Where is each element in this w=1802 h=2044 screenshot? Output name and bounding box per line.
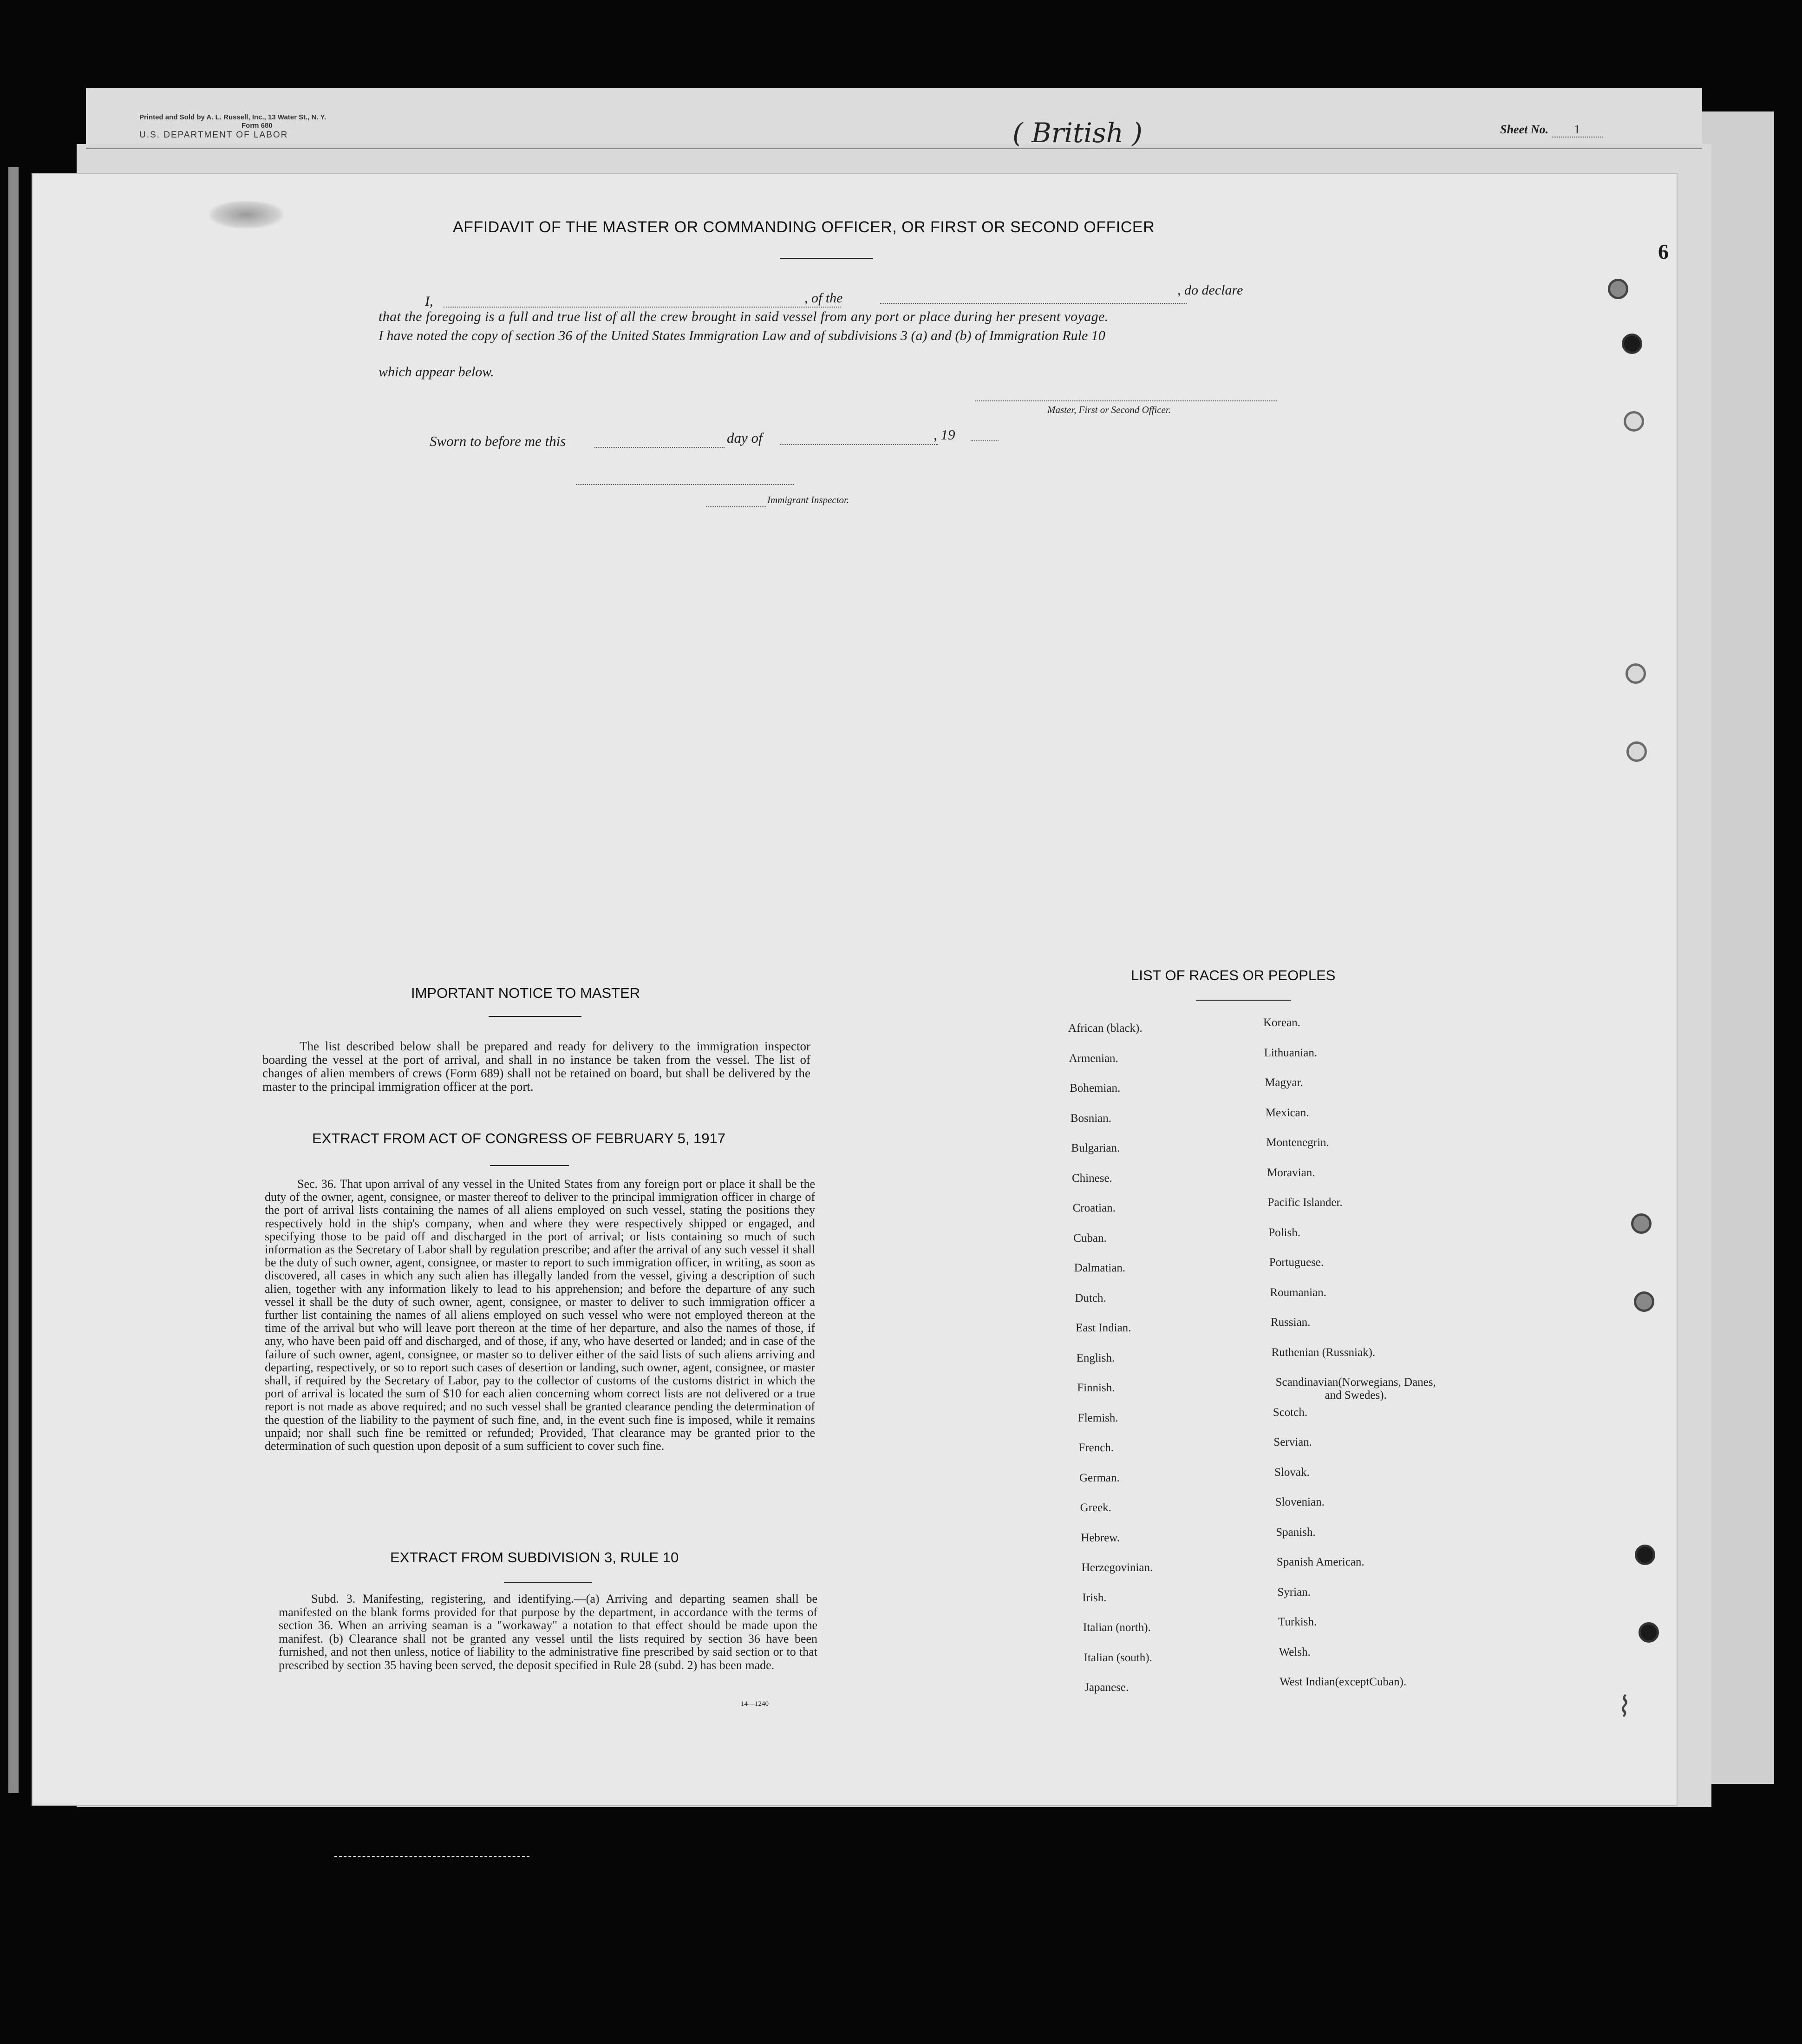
sheet-number-field <box>1500 123 1603 138</box>
race-item: Japanese. <box>1084 1681 1129 1694</box>
print-code: 14—1240 <box>741 1700 769 1708</box>
act-title-rule <box>490 1165 569 1166</box>
sworn-month-field[interactable] <box>780 444 938 445</box>
race-item: Ruthenian (Russniak). <box>1271 1346 1376 1359</box>
notice-text: The list described below shall be prepared and ready for delivery to the immigration inspector boarding the vessel at the port of arrival, and shall in no instance be taken from the vessel. The list of changes of alien members of crews (Form 689) shall not be retained on board, but shall be delivered by the master to the principal immigration officer at the port. <box>262 1039 810 1094</box>
binder-hole-6 <box>1631 1213 1652 1234</box>
binder-hole-2 <box>1622 334 1642 354</box>
year-field[interactable] <box>971 440 999 441</box>
affidavit-line-1: that the foregoing is a full and true list of all the crew brought in said vessel from any port or place during her present voyage. <box>379 309 1109 324</box>
act-text: Sec. 36. That upon arrival of any vessel in the United States from any foreign port or place it shall be the duty of the owner, agent, consignee, or master thereof to deliver to the principal immigration officer in charge of the port of arrival lists containing the names of all aliens employed on such vessel, stating the positions they respectively hold in the ship's company, when and where they were respectively shipped or engaged, and specifying those to be paid off and discharged in the port of arrival; or lists containing so much of such information as the Secretary of Labor shall by regulation prescribe; and after the arrival of any such vessel it shall be the duty of such owner, agent, consignee, or master to report to such immigration officer, in writing, as soon as discovered, all cases in which any such alien has illegally landed from the vessel, giving a description of such alien, together with any information likely to lead to his apprehension; and before the departure of any such vessel it shall be the duty of such owner, agent, consignee, or master to deliver to such immigration officer a further list containing the names of all aliens employed on such vessel who were not employed thereon at the time of the arrival but who will leave port thereon at the time of her departure, and also the names of those, if any, who have been paid off and discharged, and of those, if any, who have deserted or landed; and in case of the failure of such owner, agent, consignee, or master so to deliver either of the said lists of such aliens arriving and departing, respectively, or so to report such cases of desertion or landing, such owner, agent, consignee, or master shall, if required by the Secretary of Labor, pay to the collector of customs of the customs district in which the port of arrival is located the sum of $10 for each alien concerning whom correct lists are not delivered or a true report is not made as above required; and no such vessel shall be granted clearance pending the determination of the question of the liability to the payment of such fine, and, in the event such fine is imposed, while it remains unpaid; nor shall such fine be remitted or refunded; Provided, That clearance may be granted prior to the determination of such question upon deposit of a sum sufficient to cover such fine. <box>265 1177 815 1453</box>
race-item: East Indian. <box>1076 1322 1131 1334</box>
inspector-signature-field[interactable] <box>576 484 794 485</box>
race-item: Welsh. <box>1279 1645 1311 1658</box>
race-item: Lithuanian. <box>1264 1046 1318 1059</box>
race-item: Flemish. <box>1077 1411 1118 1424</box>
affidavit-title-rule <box>780 258 873 259</box>
binder-hole-7 <box>1634 1291 1654 1312</box>
race-item: Scotch. <box>1273 1406 1308 1419</box>
race-item: Bohemian. <box>1070 1082 1121 1094</box>
handwritten-mark: ⌇ <box>1613 1690 1632 1724</box>
rule-text: Subd. 3. Manifesting, registering, and identifying.—(a) Arriving and departing seamen shall be manifested on the blank forms provided for that purpose by the department, in accordance with the terms of section 36. When an arriving seaman is a "workaway" a notation to that effect should be made upon the manifest. (b) Clearance shall not be granted any vessel until the lists required by section 36 have been furnished, and not then unless, notice of liability to the administrative fine prescribed by said section or to that prescribed by section 35 having been served, the deposit specified in Rule 28 (subd. 2) has been made. <box>279 1592 817 1672</box>
race-item: Russian. <box>1271 1316 1311 1329</box>
race-item: Magyar. <box>1265 1076 1303 1089</box>
race-item: Slovak. <box>1274 1466 1310 1479</box>
race-item: Italian (south). <box>1084 1651 1152 1664</box>
race-item: Dutch. <box>1075 1291 1106 1304</box>
race-item: Scandinavian(Norwegians, Danes, and Swedes). <box>1275 1376 1436 1402</box>
department-label: U.S. DEPARTMENT OF LABOR <box>139 130 288 140</box>
race-item: African (black). <box>1068 1022 1143 1035</box>
vessel-field[interactable] <box>880 303 1187 304</box>
sheet-label: Sheet No. <box>1500 123 1548 136</box>
races-title-rule <box>1196 1000 1291 1001</box>
race-item: Polish. <box>1268 1226 1300 1239</box>
bottom-scratch <box>334 1856 529 1857</box>
race-item: French. <box>1078 1441 1114 1454</box>
race-item: Finnish. <box>1077 1382 1115 1394</box>
race-item: Korean. <box>1263 1016 1300 1029</box>
affidavit-title: AFFIDAVIT OF THE MASTER OR COMMANDING OFFICER, OR FIRST OR SECOND OFFICER <box>453 218 1155 236</box>
race-item: Mexican. <box>1265 1106 1309 1119</box>
race-item: Slovenian. <box>1275 1496 1325 1508</box>
race-item: Dalmatian. <box>1074 1262 1126 1274</box>
sworn-label: Sworn to before me this <box>430 433 566 449</box>
binder-hole-3 <box>1624 411 1644 432</box>
race-item: Greek. <box>1080 1501 1111 1514</box>
race-item: Moravian. <box>1267 1166 1315 1179</box>
binder-hole-5 <box>1626 741 1647 762</box>
race-item: Bosnian. <box>1070 1112 1111 1125</box>
signature-label: Master, First or Second Officer. <box>1047 404 1171 415</box>
races-title: LIST OF RACES OR PEOPLES <box>1131 967 1336 983</box>
main-sheet <box>33 174 1677 1805</box>
race-item: Syrian. <box>1277 1585 1311 1599</box>
sworn-day-field[interactable] <box>594 447 725 448</box>
form-number: Form 680 <box>242 122 273 130</box>
binder-hole-1 <box>1608 279 1628 299</box>
handwritten-nationality: ( British ) <box>1012 117 1143 149</box>
binder-hole-4 <box>1626 663 1646 684</box>
race-item: Spanish American. <box>1276 1556 1365 1568</box>
day-of-label: day of <box>727 430 763 446</box>
header-rule <box>86 148 1702 149</box>
binder-hole-8 <box>1635 1545 1655 1565</box>
printer-line: Printed and Sold by A. L. Russell, Inc., 13 Water St., N. Y. <box>139 113 326 121</box>
race-item: Hebrew. <box>1081 1531 1120 1544</box>
race-item: Irish. <box>1082 1591 1107 1604</box>
race-item: Montenegrin. <box>1266 1136 1329 1149</box>
affidavit-line-2: I have noted the copy of section 36 of the United States Immigration Law and of subdivisions 3 (a) and (b) of Immigration Rule 10 <box>379 328 1105 343</box>
binder-hole-9 <box>1639 1622 1659 1643</box>
signature-field[interactable] <box>975 400 1277 401</box>
race-item: German. <box>1079 1471 1120 1484</box>
race-item: Armenian. <box>1069 1052 1118 1065</box>
race-item: Italian (north). <box>1083 1621 1151 1634</box>
rule-title: EXTRACT FROM SUBDIVISION 3, RULE 10 <box>390 1549 679 1566</box>
race-item: Chinese. <box>1072 1172 1112 1185</box>
race-item: West Indian(exceptCuban). <box>1280 1676 1407 1688</box>
race-item: Portuguese. <box>1269 1256 1324 1269</box>
race-item: Bulgarian. <box>1071 1142 1120 1154</box>
inspector-dots <box>706 506 766 507</box>
race-item: Croatian. <box>1072 1202 1116 1214</box>
inspector-label: Immigrant Inspector. <box>767 494 849 505</box>
sheet-number: 1 <box>1552 123 1603 138</box>
rule-title-rule <box>504 1582 592 1583</box>
page-number: 6 <box>1658 240 1669 263</box>
race-item: Turkish. <box>1278 1616 1317 1628</box>
left-page-edge <box>8 167 19 1793</box>
race-item: Herzegovinian. <box>1081 1561 1153 1574</box>
notice-title-rule <box>489 1016 581 1017</box>
affidavit-do-declare: , do declare <box>1177 282 1243 298</box>
race-item: English. <box>1076 1351 1115 1364</box>
affidavit-of-the: , of the <box>804 290 843 306</box>
race-item: Roumanian. <box>1270 1286 1326 1299</box>
year-label: , 19 <box>934 426 955 443</box>
affidavit-i: I, <box>425 294 433 309</box>
race-item: Cuban. <box>1073 1232 1107 1245</box>
notice-title: IMPORTANT NOTICE TO MASTER <box>411 985 640 1001</box>
name-field[interactable] <box>444 307 841 308</box>
race-item: Pacific Islander. <box>1267 1196 1343 1209</box>
race-item: Servian. <box>1273 1436 1312 1448</box>
stamp-smudge <box>209 201 283 229</box>
act-title: EXTRACT FROM ACT OF CONGRESS OF FEBRUARY 5, 1917 <box>312 1130 726 1146</box>
race-item: Spanish. <box>1276 1526 1316 1539</box>
nationality-text: British <box>1032 117 1123 149</box>
affidavit-line-3: which appear below. <box>379 364 494 380</box>
